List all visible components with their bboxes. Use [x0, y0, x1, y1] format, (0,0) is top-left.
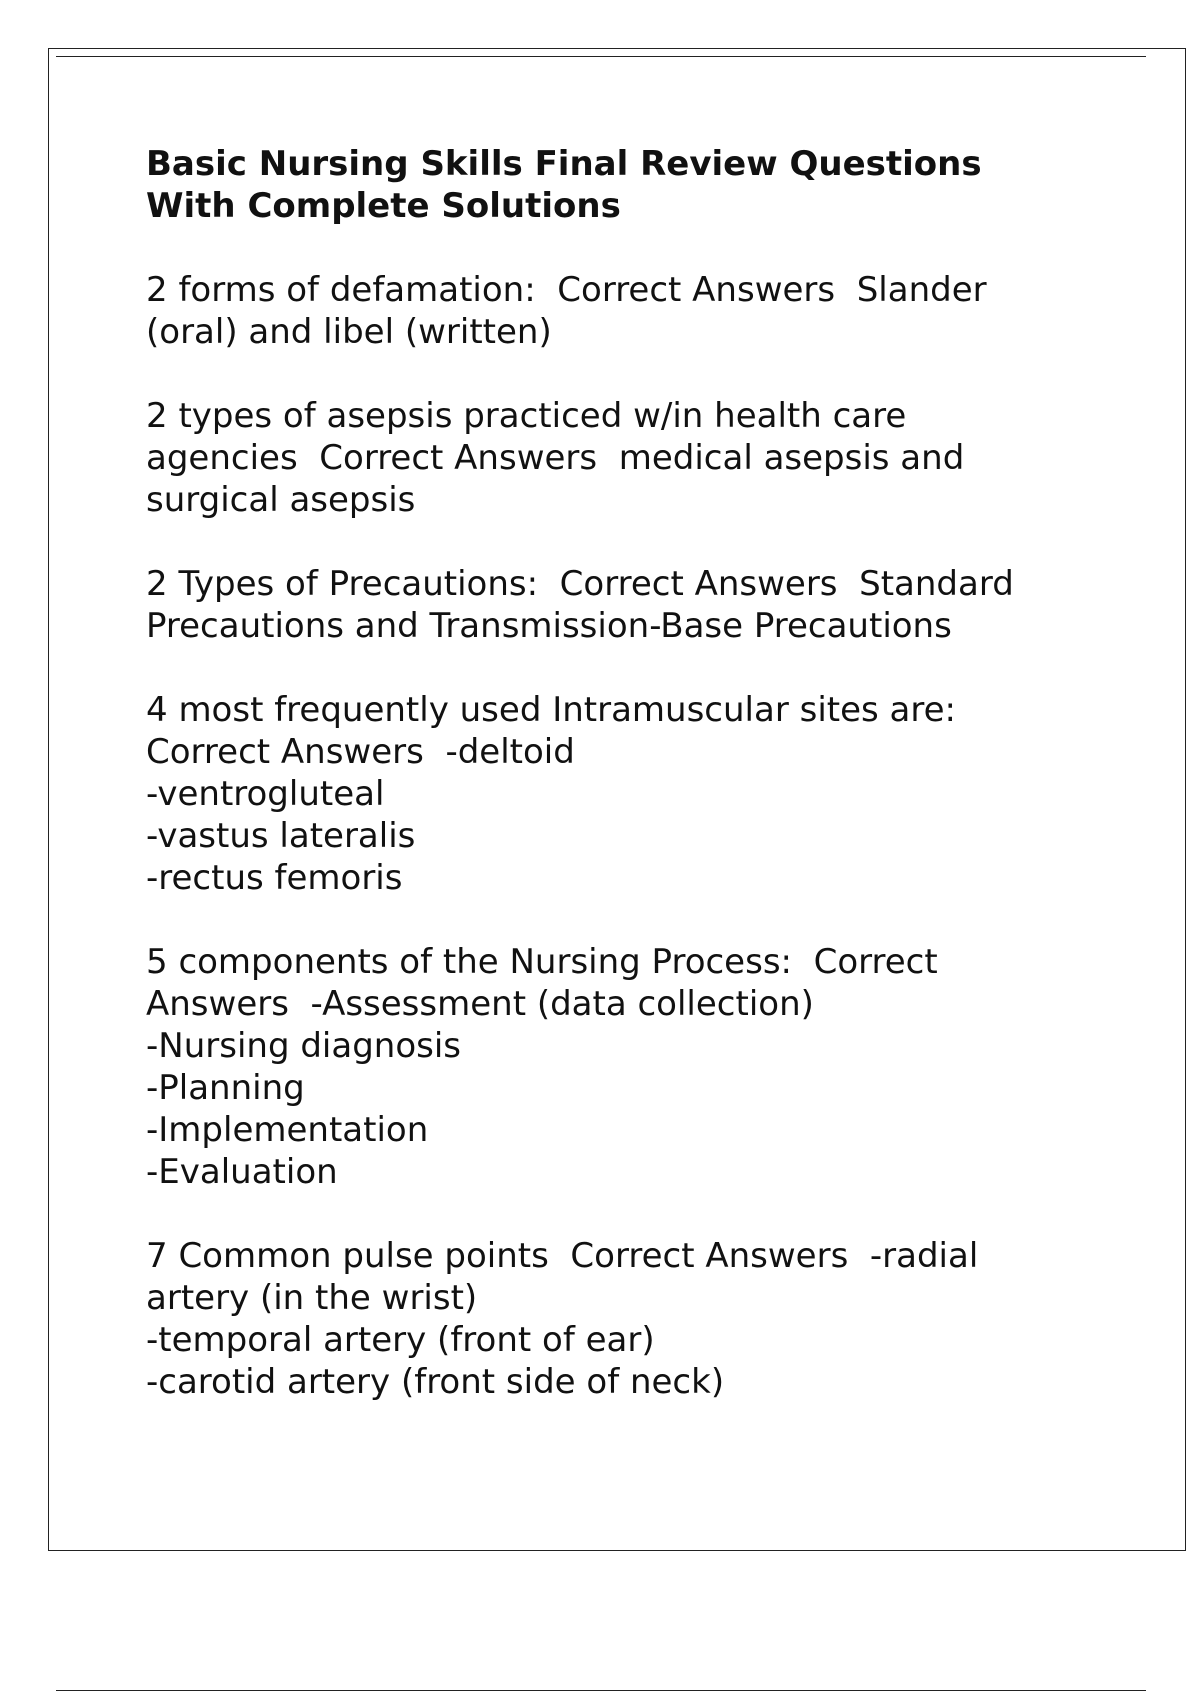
qa-line: -ventrogluteal [146, 774, 385, 814]
qa-item-defamation [146, 269, 1106, 353]
qa-line: -vastus lateralis [146, 816, 416, 856]
qa-line: -Nursing diagnosis [146, 1026, 461, 1066]
document-body [146, 143, 1106, 1445]
qa-line: 2 types of asepsis practiced w/in health care [146, 396, 907, 436]
qa-line: (oral) and libel (written) [146, 312, 552, 352]
title-line: With Complete Solutions [146, 186, 621, 226]
qa-line: -Evaluation [146, 1152, 338, 1192]
qa-item-im-sites [146, 689, 1106, 899]
qa-line: Answers -Assessment (data collection) [146, 984, 814, 1024]
qa-line: -rectus femoris [146, 858, 403, 898]
qa-line: 2 Types of Precautions: Correct Answers Standard [146, 564, 1014, 604]
qa-line: 7 Common pulse points Correct Answers -radial [146, 1236, 979, 1276]
top-rule [56, 56, 1146, 57]
title-line: Basic Nursing Skills Final Review Questions [146, 144, 982, 184]
qa-line: surgical asepsis [146, 480, 416, 520]
qa-line: 4 most frequently used Intramuscular sites are: [146, 690, 956, 730]
qa-item-nursing-process [146, 941, 1106, 1193]
qa-line: agencies Correct Answers medical asepsis and [146, 438, 965, 478]
qa-line: artery (in the wrist) [146, 1278, 478, 1318]
bottom-rule [56, 1690, 1146, 1691]
qa-line: -Implementation [146, 1110, 429, 1150]
page-title [146, 143, 1106, 227]
qa-item-asepsis [146, 395, 1106, 521]
qa-line: -carotid artery (front side of neck) [146, 1362, 725, 1402]
qa-line: 2 forms of defamation: Correct Answers Slander [146, 270, 987, 310]
qa-line: Correct Answers -deltoid [146, 732, 575, 772]
qa-item-precautions [146, 563, 1106, 647]
qa-line: -temporal artery (front of ear) [146, 1320, 655, 1360]
qa-item-pulse-points [146, 1235, 1106, 1403]
qa-line: Precautions and Transmission-Base Precautions [146, 606, 952, 646]
qa-line: -Planning [146, 1068, 305, 1108]
qa-line: 5 components of the Nursing Process: Correct [146, 942, 938, 982]
